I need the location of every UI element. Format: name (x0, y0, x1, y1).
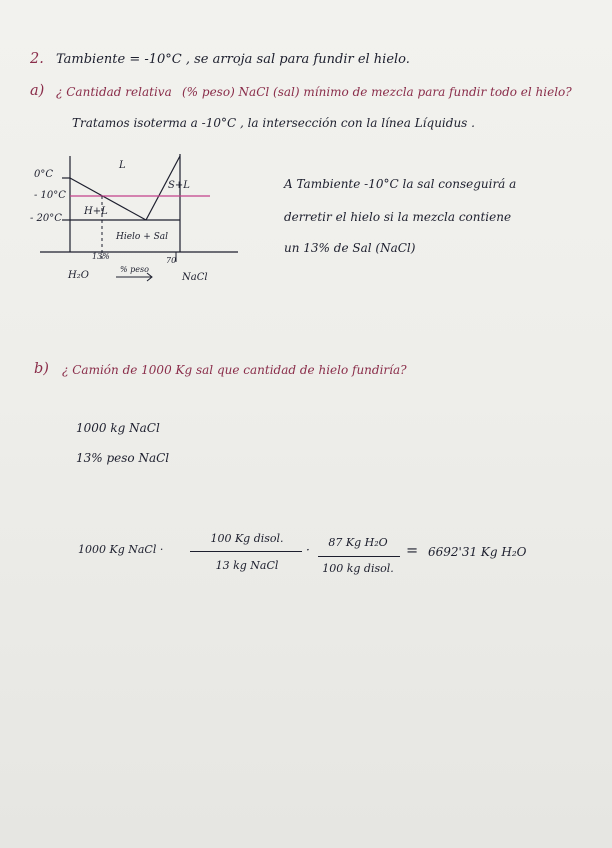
part-a-label: a) (30, 83, 45, 99)
diagram-label-minus20: - 20°C (30, 213, 62, 224)
diagram-label-0c: 0°C (34, 169, 54, 180)
calc-result: 6692'31 Kg H₂O (428, 545, 527, 559)
calc-fraction-1-bar (190, 551, 302, 552)
calc-dot: · (306, 543, 310, 557)
part-b-label: b) (34, 361, 49, 377)
diagram-comp-13: 13% (92, 252, 110, 261)
diagram-region-sl: S+L (168, 180, 190, 191)
calc-lead: 1000 Kg NaCl · (78, 543, 164, 556)
liquidus-left (70, 178, 146, 220)
calc-fraction-2-denominator: 100 kg disol. (322, 562, 394, 575)
problem-number: 2. (30, 51, 44, 67)
part-a-question-2: (% peso) NaCl (sal) mínimo de mezcla para fundir todo el hielo? (182, 85, 572, 99)
calc-fraction-1-denominator: 13 kg NaCl (215, 559, 279, 572)
diagram-axis-h2o: H₂O (68, 270, 89, 281)
part-a-question-1: ¿ Cantidad relativa (56, 85, 172, 99)
diagram-comp-70: 70 (166, 256, 177, 265)
problem-statement: Tambiente = -10°C , se arroja sal para fundir el hielo. (56, 52, 410, 67)
part-b-question: ¿ Camión de 1000 Kg sal que cantidad de hielo fundiría? (62, 363, 407, 377)
part-b-given-1: 1000 kg NaCl (76, 421, 160, 435)
diagram-region-hl: H+L (84, 206, 108, 217)
diagram-region-l: L (119, 160, 126, 171)
part-b-given-2: 13% peso NaCl (76, 451, 170, 465)
diagram-axis-peso: % peso (120, 265, 149, 274)
calc-fraction-2-bar (318, 556, 400, 557)
calc-equals: = (406, 543, 419, 559)
part-a-answer-2: derretir el hielo si la mezcla contiene (284, 210, 512, 224)
calc-fraction-1-numerator: 100 Kg disol. (210, 532, 284, 545)
calc-fraction-2-numerator: 87 Kg H₂O (328, 536, 388, 549)
part-a-answer-1: A Tambiente -10°C la sal conseguirá a (284, 177, 517, 191)
diagram-region-hs: Hielo + Sal (116, 232, 169, 242)
diagram-axis-nacl: NaCl (182, 272, 208, 283)
part-a-work: Tratamos isoterma a -10°C , la intersección con la línea Líquidus . (72, 116, 475, 130)
part-a-answer-3: un 13% de Sal (NaCl) (284, 241, 416, 255)
diagram-label-minus10: - 10°C (34, 190, 66, 201)
